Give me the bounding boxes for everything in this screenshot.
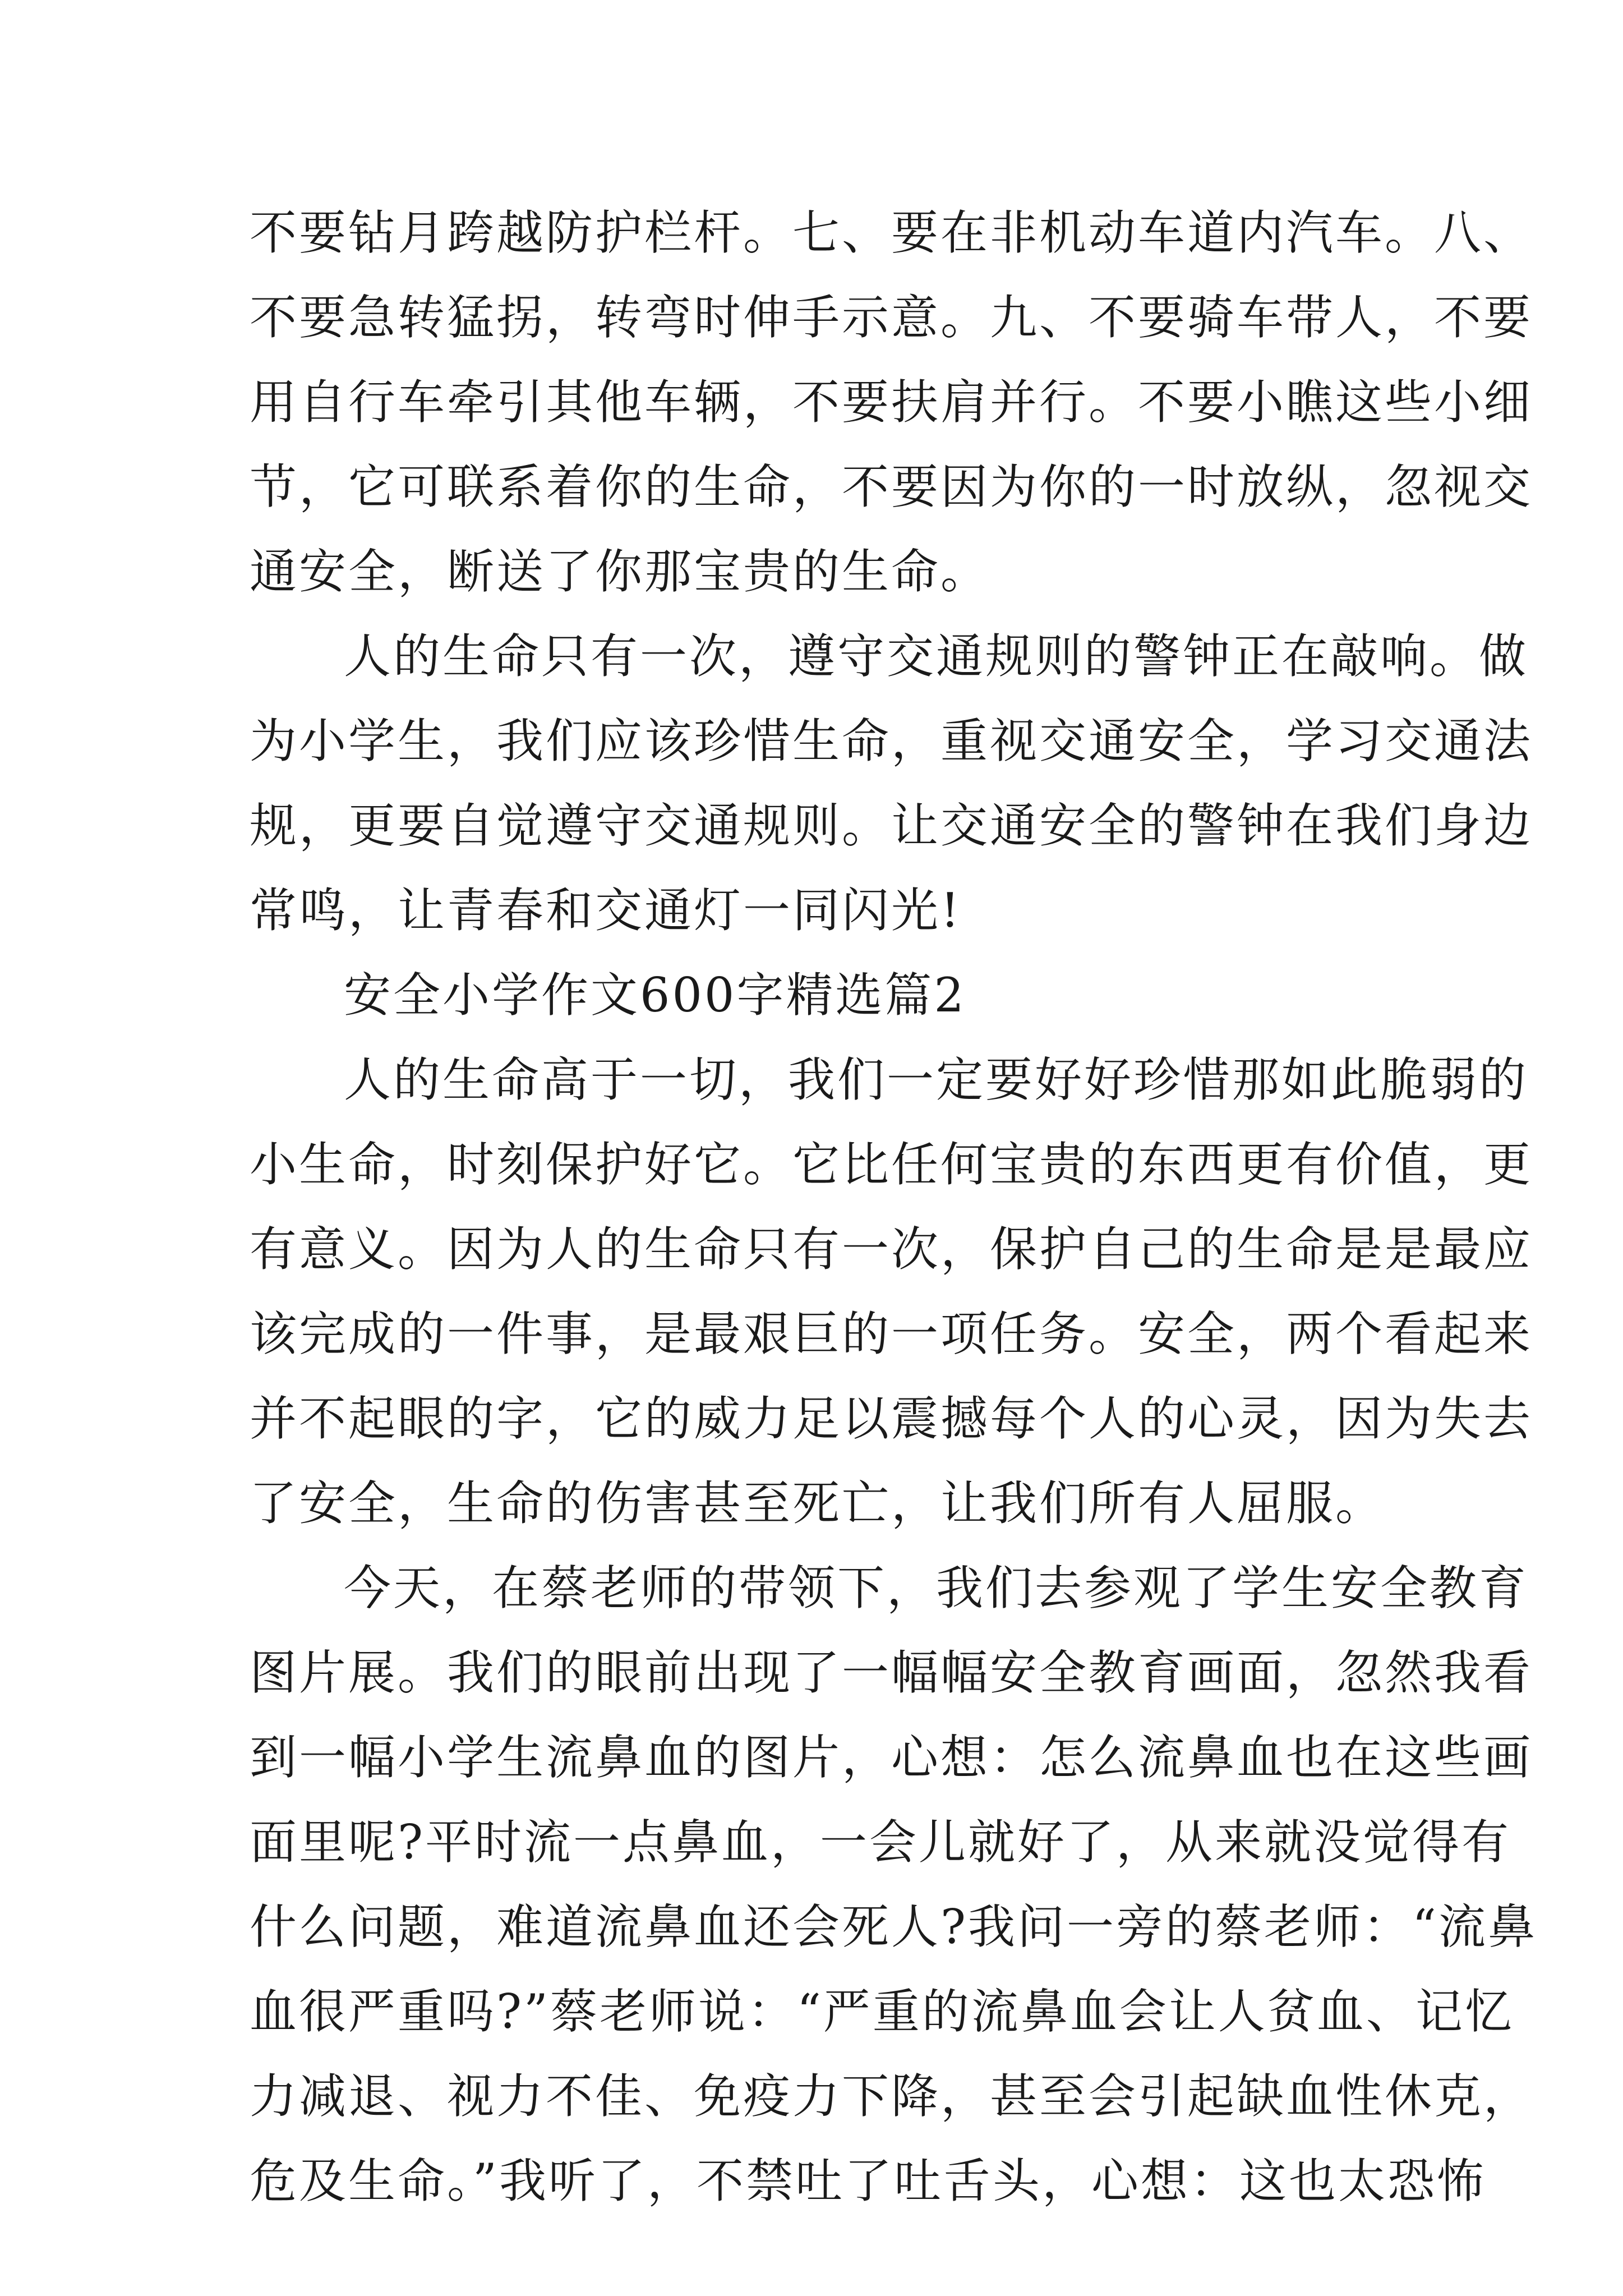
text-line: 用自行车牵引其他车辆，不要扶肩并行。不要小瞧这些小细 xyxy=(250,375,1533,430)
text-line: 血很严重吗?”蔡老师说：“严重的流鼻血会让人贫血、记忆 xyxy=(250,1984,1514,2039)
text-line: 小生命，时刻保护好它。它比任何宝贵的东西更有价值，更 xyxy=(250,1137,1533,1192)
text-line: 图片展。我们的眼前出现了一幅幅安全教育画面，忽然我看 xyxy=(250,1645,1533,1700)
text-line: 不要钻月跨越防护栏杆。七、要在非机动车道内汽车。八、 xyxy=(250,205,1533,260)
text-line: 面里呢?平时流一点鼻血，一会儿就好了，从来就没觉得有 xyxy=(250,1815,1511,1870)
paragraph-start-line: 人的生命高于一切，我们一定要好好珍惜那如此脆弱的 xyxy=(344,1052,1529,1107)
text-line: 通安全，断送了你那宝贵的生命。 xyxy=(250,544,990,599)
text-line: 了安全，生命的伤害甚至死亡，让我们所有人屈服。 xyxy=(250,1476,1385,1531)
text-line: 并不起眼的字，它的威力足以震撼每个人的心灵，因为失去 xyxy=(250,1391,1533,1446)
section-heading: 安全小学作文600字精选篇2 xyxy=(344,968,966,1023)
text-line: 为小学生，我们应该珍惜生命，重视交通安全，学习交通法 xyxy=(250,714,1533,769)
text-line: 有意义。因为人的生命只有一次，保护自己的生命是是最应 xyxy=(250,1222,1533,1277)
text-line: 到一幅小学生流鼻血的图片，心想：怎么流鼻血也在这些画 xyxy=(250,1730,1533,1785)
text-line: 不要急转猛拐，转弯时伸手示意。九、不要骑车带人，不要 xyxy=(250,290,1533,345)
text-line: 规，更要自觉遵守交通规则。让交通安全的警钟在我们身边 xyxy=(250,798,1533,853)
text-line: 常鸣，让青春和交通灯一同闪光! xyxy=(250,883,962,938)
text-line: 危及生命。”我听了，不禁吐了吐舌头，心想：这也太恐怖 xyxy=(250,2154,1486,2208)
text-line: 节，它可联系着你的生命，不要因为你的一时放纵，忽视交 xyxy=(250,459,1533,514)
document-body xyxy=(250,191,1537,2224)
text-line: 什么问题，难道流鼻血还会死人?我问一旁的蔡老师：“流鼻 xyxy=(250,1899,1537,1954)
text-line: 力减退、视力不佳、免疫力下降，甚至会引起缺血性休克， xyxy=(250,2069,1533,2124)
text-line: 该完成的一件事，是最艰巨的一项任务。安全，两个看起来 xyxy=(250,1306,1533,1361)
paragraph-start-line: 今天，在蔡老师的带领下，我们去参观了学生安全教育 xyxy=(344,1561,1529,1616)
paragraph-start-line: 人的生命只有一次，遵守交通规则的警钟正在敲响。做 xyxy=(344,629,1529,684)
